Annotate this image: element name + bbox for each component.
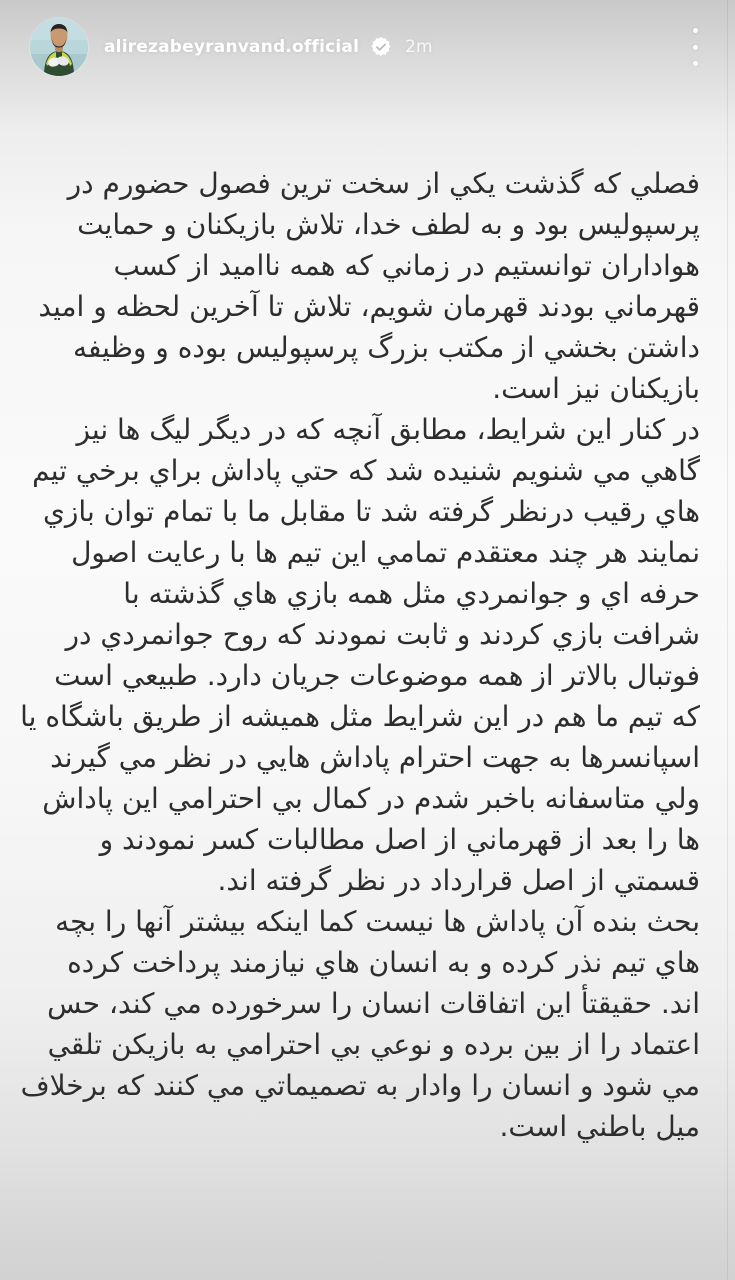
text-line: در كنار اين شرايط، مطابق آنچه كه در ديگر ليگ ها نيز: [76, 413, 700, 446]
text-line: قسمتي از اصل قرارداد در نظر گرفته اند.: [217, 864, 700, 897]
text-line: هاي تيم نذر كرده و به انسان هاي نيازمند پرداخت كرده: [67, 946, 700, 979]
kebab-menu-icon[interactable]: [683, 25, 707, 69]
text-line: مي شود و انسان را وادار به تصميماتي مي كنند كه برخلاف: [20, 1069, 700, 1102]
text-line: كه تيم ما هم در اين شرايط مثل هميشه از طريق باشگاه يا: [20, 700, 700, 733]
avatar-image: [30, 18, 88, 76]
text-line: اعتماد را از بين برده و نوعي بي احترامي به بازيكن تلقي: [47, 1028, 700, 1061]
text-line: هواداران توانستيم در زماني كه همه نااميد از كسب: [113, 249, 700, 282]
text-line: فصلي كه گذشت يكي از سخت ترين فصول حضورم در: [67, 167, 700, 200]
text-line: نمايند هر چند معتقدم تمامي اين تيم ها با رعايت اصول: [71, 536, 700, 569]
text-line: شرافت بازي كردند و ثابت نمودند كه روح جوانمردي در: [65, 618, 700, 651]
text-line: ميل باطني است.: [499, 1110, 700, 1143]
text-line: ولي متاسفانه باخبر شدم در كمال بي احترامي اين پاداش: [42, 782, 700, 815]
verified-badge-icon: [371, 37, 391, 57]
username[interactable]: alirezabeyranvand.official: [104, 37, 360, 57]
text-line: ها را بعد از قهرماني از اصل مطالبات كسر نمودند و: [99, 823, 700, 856]
text-line: هاي رقيب درنظر گرفته شد تا مقابل ما با تمام توان بازي: [42, 495, 700, 528]
text-line: قهرماني بودند قهرمان شويم، تلاش تا آخرين لحظه و اميد: [38, 290, 700, 323]
text-line: فوتبال بالاتر از همه موضوعات جريان دارد. طبيعي است: [54, 659, 700, 692]
text-line: اسپانسرها به جهت احترام پاداش هايي در نظر مي گيرند: [50, 741, 700, 774]
avatar[interactable]: [30, 18, 88, 76]
text-line: اند. حقيقتأ اين اتفاقات انسان را سرخورده مي كند، حس: [47, 987, 700, 1020]
photo-edge-line: [727, 0, 728, 1280]
text-line: حرفه اي و جوانمردي مثل همه بازي هاي گذشته با: [123, 577, 700, 610]
text-line: بحث بنده آن پاداش ها نيست كما اينكه بيشتر آنها را بچه: [55, 905, 700, 938]
text-line: گاهي مي شنويم شنيده شد كه حتي پاداش براي برخي تيم: [32, 454, 700, 487]
story-text-block: [20, 163, 700, 1147]
text-line: بازيكنان نيز است.: [492, 372, 700, 405]
story-header: [30, 18, 707, 76]
text-line: داشتن بخشي از مكتب بزرگ پرسپوليس بوده و وظيفه: [72, 331, 700, 364]
text-line: پرسپوليس بود و به لطف خدا، تلاش بازيكنان و حمايت: [77, 208, 700, 241]
story-timestamp: 2m: [405, 37, 433, 57]
